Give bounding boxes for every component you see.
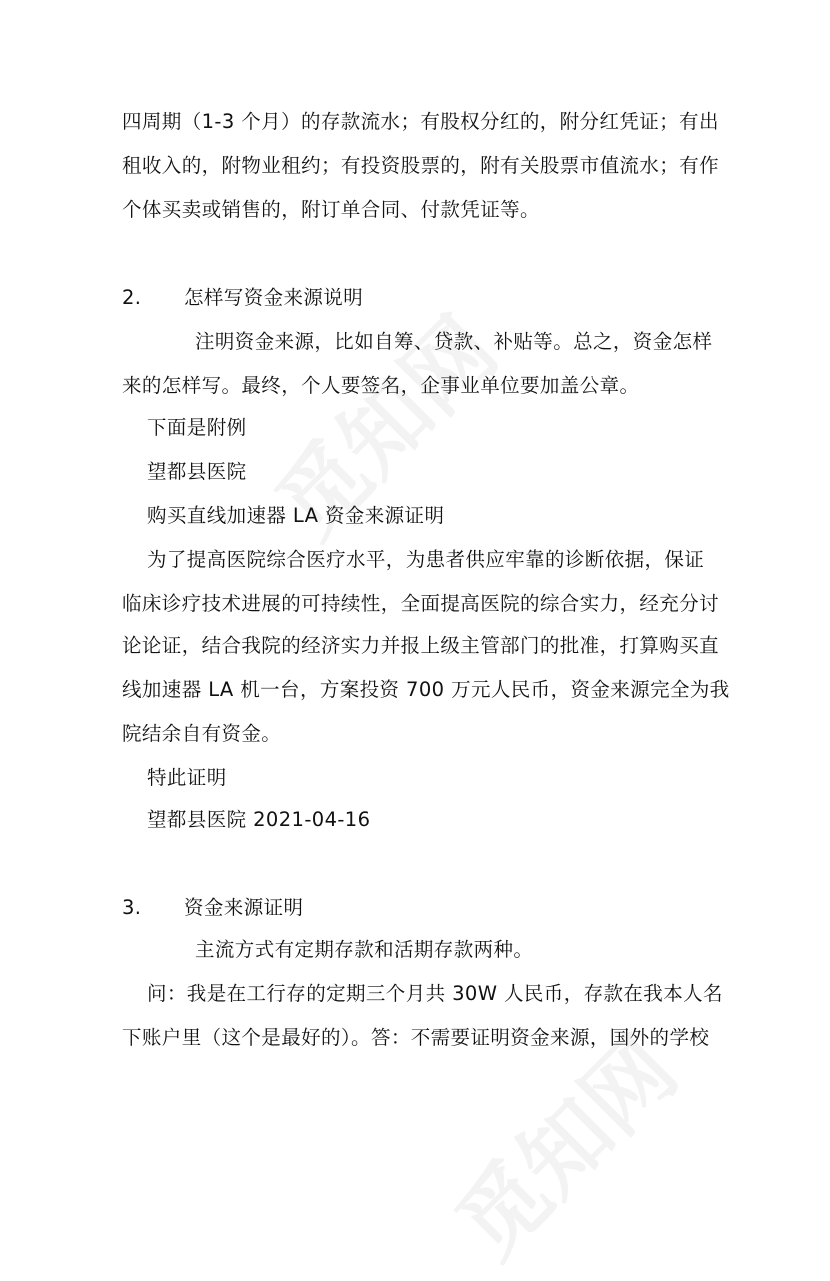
section-number: 2.: [122, 286, 142, 309]
paragraph-line: 临床诊疗技术进展的可持续性，全面提高医院的综合实力，经充分讨: [122, 592, 720, 615]
letter-title: 购买直线加速器 LA 资金来源证明: [147, 504, 445, 527]
section-title: 怎样写资金来源说明: [184, 286, 364, 309]
paragraph-line: 论论证，结合我院的经济实力并报上级主管部门的批准，打算购买直: [122, 634, 720, 657]
letter-closing: 特此证明: [147, 766, 227, 789]
paragraph-line: 四周期（1-3 个月）的存款流水；有股权分红的，附分红凭证；有出: [122, 110, 719, 133]
paragraph-line: 租收入的，附物业租约；有投资股票的，附有关股票市值流水；有作: [122, 154, 720, 177]
paragraph-line: 院结余自有资金。: [122, 722, 282, 745]
section-title: 资金来源证明: [184, 896, 304, 919]
paragraph-line: 来的怎样写。最终，个人要签名，企事业单位要加盖公章。: [122, 374, 640, 397]
paragraph-line: 注明资金来源，比如自筹、贷款、补贴等。总之，资金怎样: [195, 330, 713, 353]
organization-name: 望都县医院: [147, 460, 247, 483]
paragraph-line: 主流方式有定期存款和活期存款两种。: [195, 938, 534, 961]
section-number: 3.: [122, 896, 142, 919]
paragraph-line: 问：我是在工行存的定期三个月共 30W 人民币，存款在我本人名: [147, 982, 723, 1005]
paragraph-line: 为了提高医院综合医疗水平，为患者供应牢靠的诊断依据，保证: [147, 548, 705, 571]
paragraph-line: 线加速器 LA 机一台，方案投资 700 万元人民币，资金来源完全为我: [122, 678, 730, 701]
example-intro: 下面是附例: [147, 416, 247, 439]
paragraph-line: 下账户里（这个是最好的）。答：不需要证明资金来源，国外的学校: [122, 1026, 710, 1049]
paragraph-line: 个体买卖或销售的，附订单合同、付款凭证等。: [122, 198, 540, 221]
letter-signature: 望都县医院 2021-04-16: [147, 808, 371, 831]
